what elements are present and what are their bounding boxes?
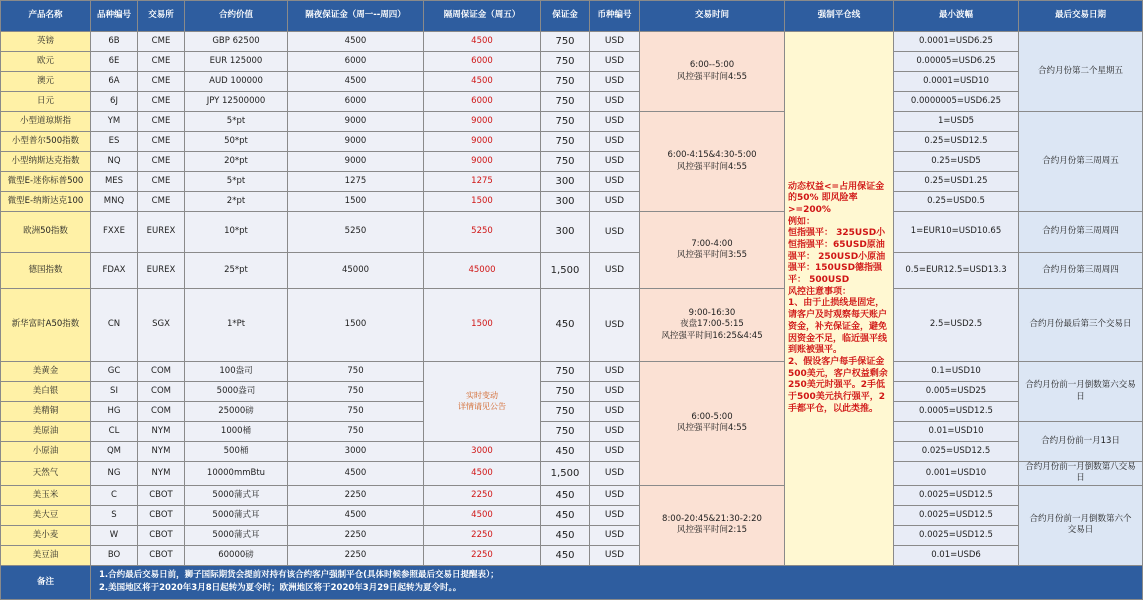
contract-value: 5*pt	[185, 172, 288, 192]
contract-value: 1000桶	[185, 422, 288, 442]
exchange: CME	[138, 152, 185, 172]
header-row	[1, 1, 1143, 32]
weekend-margin: 3000	[424, 442, 541, 462]
exchange: EUREX	[138, 212, 185, 253]
exchange: EUREX	[138, 253, 185, 289]
min-tick: 0.25=USD1.25	[894, 172, 1019, 192]
overnight-margin: 1500	[288, 192, 424, 212]
margin: 300	[541, 192, 590, 212]
margin: 1,500	[541, 253, 590, 289]
min-tick: 0.0025=USD12.5	[894, 505, 1019, 525]
min-tick: 0.0025=USD12.5	[894, 525, 1019, 545]
weekend-margin: 1500	[424, 192, 541, 212]
footer-note: 2.美国地区将于2020年3月8日起转为夏令时；欧洲地区将于2020年3月29日起转为夏令时。。	[99, 583, 462, 594]
col-header-margin: 保证金	[541, 1, 590, 32]
margin: 450	[541, 289, 590, 362]
weekend-margin: 6000	[424, 92, 541, 112]
table-row	[1, 32, 1143, 52]
last-trade-date: 合约月份最后第三个交易日	[1019, 289, 1143, 362]
min-tick: 0.25=USD12.5	[894, 132, 1019, 152]
currency: USD	[590, 442, 640, 462]
footer-label: 备注	[1, 565, 91, 599]
trading-time-sgx: 9:00-16:30 夜盘17:00-5:15 风控强平时间16:25&4:45	[640, 289, 785, 362]
product-name: 天然气	[1, 462, 91, 486]
min-tick: 0.0001=USD6.25	[894, 32, 1019, 52]
product-code: 6E	[91, 52, 138, 72]
product-code: BO	[91, 545, 138, 565]
exchange: CME	[138, 172, 185, 192]
contract-value: 10*pt	[185, 212, 288, 253]
margin: 450	[541, 485, 590, 505]
overnight-margin: 1275	[288, 172, 424, 192]
product-name: 欧洲50指数	[1, 212, 91, 253]
col-header-currency: 币种编号	[590, 1, 640, 32]
product-code: CN	[91, 289, 138, 362]
exchange: CME	[138, 32, 185, 52]
overnight-margin: 2250	[288, 485, 424, 505]
last-trade-date: 合约月份第三周周五	[1019, 112, 1143, 212]
margin: 750	[541, 32, 590, 52]
margin: 450	[541, 525, 590, 545]
contract-value: 60000磅	[185, 545, 288, 565]
currency: USD	[590, 485, 640, 505]
col-header-overnight-margin: 隔夜保证金（周一--周四）	[288, 1, 424, 32]
footer-row	[1, 565, 1143, 599]
weekend-margin: 4500	[424, 505, 541, 525]
table-row	[1, 152, 1143, 172]
product-name: 小型道琼斯指	[1, 112, 91, 132]
product-name: 英镑	[1, 32, 91, 52]
contract-value: 20*pt	[185, 152, 288, 172]
overnight-margin: 4500	[288, 72, 424, 92]
margin: 1,500	[541, 462, 590, 486]
min-tick: 0.25=USD5	[894, 152, 1019, 172]
currency: USD	[590, 525, 640, 545]
exchange: CBOT	[138, 505, 185, 525]
product-name: 美玉米	[1, 485, 91, 505]
trading-time-index: 6:00-4:15&4:30-5:00 风控强平时间4:55	[640, 112, 785, 212]
overnight-margin: 3000	[288, 442, 424, 462]
trading-time-fx: 6:00--5:00 风控强平时间4:55	[640, 32, 785, 112]
product-name: 微型E-纳斯达克100	[1, 192, 91, 212]
min-tick: 0.01=USD10	[894, 422, 1019, 442]
exchange: CME	[138, 72, 185, 92]
min-tick: 0.5=EUR12.5=USD13.3	[894, 253, 1019, 289]
currency: USD	[590, 132, 640, 152]
min-tick: 0.00005=USD6.25	[894, 52, 1019, 72]
table-row	[1, 192, 1143, 212]
currency: USD	[590, 362, 640, 382]
contract-value: 25000磅	[185, 402, 288, 422]
product-code: FXXE	[91, 212, 138, 253]
table-row	[1, 92, 1143, 112]
table-row	[1, 462, 1143, 486]
min-tick: 0.025=USD12.5	[894, 442, 1019, 462]
product-code: FDAX	[91, 253, 138, 289]
overnight-margin: 750	[288, 362, 424, 382]
table-row	[1, 253, 1143, 289]
product-code: GC	[91, 362, 138, 382]
exchange: CME	[138, 52, 185, 72]
product-code: MES	[91, 172, 138, 192]
margin: 750	[541, 112, 590, 132]
currency: USD	[590, 462, 640, 486]
currency: USD	[590, 402, 640, 422]
product-code: ES	[91, 132, 138, 152]
table-row	[1, 382, 1143, 402]
overnight-margin: 6000	[288, 92, 424, 112]
contract-value: 5000蒲式耳	[185, 505, 288, 525]
min-tick: 0.0025=USD12.5	[894, 485, 1019, 505]
overnight-margin: 750	[288, 382, 424, 402]
product-code: W	[91, 525, 138, 545]
exchange: COM	[138, 382, 185, 402]
contract-value: 50*pt	[185, 132, 288, 152]
min-tick: 0.1=USD10	[894, 362, 1019, 382]
overnight-margin: 2250	[288, 525, 424, 545]
table-row	[1, 172, 1143, 192]
margin: 750	[541, 132, 590, 152]
exchange: NYM	[138, 462, 185, 486]
margin: 750	[541, 422, 590, 442]
weekend-margin: 45000	[424, 253, 541, 289]
footer-notes	[91, 565, 1143, 599]
trading-time-grain: 8:00-20:45&21:30-2:20 风控强平时间2:15	[640, 485, 785, 565]
weekend-margin: 1275	[424, 172, 541, 192]
currency: USD	[590, 505, 640, 525]
currency: USD	[590, 545, 640, 565]
table-row	[1, 525, 1143, 545]
contract-value: 500桶	[185, 442, 288, 462]
exchange: CME	[138, 112, 185, 132]
margin: 750	[541, 52, 590, 72]
exchange: NYM	[138, 422, 185, 442]
weekend-margin-realtime-note: 实时变动 详情请见公告	[424, 362, 541, 442]
table-row	[1, 112, 1143, 132]
weekend-margin: 5250	[424, 212, 541, 253]
contract-value: 10000mmBtu	[185, 462, 288, 486]
min-tick: 0.0000005=USD6.25	[894, 92, 1019, 112]
overnight-margin: 45000	[288, 253, 424, 289]
overnight-margin: 5250	[288, 212, 424, 253]
currency: USD	[590, 32, 640, 52]
margin: 450	[541, 505, 590, 525]
exchange: CBOT	[138, 485, 185, 505]
product-name: 新华富时A50指数	[1, 289, 91, 362]
table-row	[1, 132, 1143, 152]
contract-value: 5000盎司	[185, 382, 288, 402]
product-name: 美原油	[1, 422, 91, 442]
overnight-margin: 750	[288, 402, 424, 422]
last-trade-date: 合约月份前一月13日	[1019, 422, 1143, 462]
contract-value: 5*pt	[185, 112, 288, 132]
exchange: CME	[138, 92, 185, 112]
product-code: NG	[91, 462, 138, 486]
product-name: 美大豆	[1, 505, 91, 525]
product-code: S	[91, 505, 138, 525]
contract-value: 2*pt	[185, 192, 288, 212]
exchange: COM	[138, 402, 185, 422]
weekend-margin: 2250	[424, 545, 541, 565]
min-tick: 0.0001=USD10	[894, 72, 1019, 92]
last-trade-date-grain: 合约月份前一月倒数第六个 交易日	[1019, 485, 1143, 565]
table-row	[1, 52, 1143, 72]
col-header-weekend-margin: 隔周保证金（周五）	[424, 1, 541, 32]
footer-note: 1.合约最后交易日前，狮子国际期货会提前对持有该合约客户强制平仓(具体时候参照最后交易日提醒表）；	[99, 569, 499, 580]
contract-value: AUD 100000	[185, 72, 288, 92]
col-header-trading-time: 交易时间	[640, 1, 785, 32]
product-name: 美白银	[1, 382, 91, 402]
overnight-margin: 4500	[288, 32, 424, 52]
weekend-margin: 2250	[424, 525, 541, 545]
min-tick: 0.001=USD10	[894, 462, 1019, 486]
col-header-exchange: 交易所	[138, 1, 185, 32]
col-header-code: 品种编号	[91, 1, 138, 32]
contract-value: 100盎司	[185, 362, 288, 382]
col-header-product-name: 产品名称	[1, 1, 91, 32]
last-trade-date: 合约月份第三周周四	[1019, 212, 1143, 253]
currency: USD	[590, 289, 640, 362]
product-code: YM	[91, 112, 138, 132]
margin: 300	[541, 172, 590, 192]
table-row	[1, 485, 1143, 505]
forced-liquidation-notes: 动态权益<=占用保证金 的50% 即风险率 >=200% 例如： 恒指强平： 325USD小 恒指强平：65USD原油 强平： 250USD小原油 强平：150USD德指强 平： 500USD 风控注意事项： 1、由于止损线是固定， 请客户及时观察每天账户 资金，补充保证金，避免 因资金不足，临近强平线 到账被强平。 2、假设客户每手保证金 500美元，客户权益剩余 250美元时强平。2手低 于500美元执行强平，2 手都平仓，以此类推。	[785, 32, 894, 566]
contract-value: 1*Pt	[185, 289, 288, 362]
min-tick: 2.5=USD2.5	[894, 289, 1019, 362]
currency: USD	[590, 192, 640, 212]
product-name: 美小麦	[1, 525, 91, 545]
last-trade-date: 合约月份第二个星期五	[1019, 32, 1143, 112]
min-tick: 0.0005=USD12.5	[894, 402, 1019, 422]
product-name: 日元	[1, 92, 91, 112]
currency: USD	[590, 52, 640, 72]
contract-value: 25*pt	[185, 253, 288, 289]
contract-value: 5000蒲式耳	[185, 525, 288, 545]
contract-value: GBP 62500	[185, 32, 288, 52]
table-row	[1, 289, 1143, 362]
weekend-margin: 4500	[424, 32, 541, 52]
product-code: C	[91, 485, 138, 505]
exchange: CBOT	[138, 525, 185, 545]
last-trade-date: 合约月份前一月倒数第六交易日	[1019, 362, 1143, 422]
product-name: 小型普尔500指数	[1, 132, 91, 152]
product-name: 微型E-迷你标普500	[1, 172, 91, 192]
product-name: 德国指数	[1, 253, 91, 289]
overnight-margin: 9000	[288, 112, 424, 132]
table-row	[1, 72, 1143, 92]
currency: USD	[590, 382, 640, 402]
product-name: 美豆油	[1, 545, 91, 565]
col-header-min-tick: 最小波幅	[894, 1, 1019, 32]
last-trade-date: 合约月份前一月倒数第八交易日	[1019, 462, 1143, 486]
product-name: 美精铜	[1, 402, 91, 422]
product-name: 小原油	[1, 442, 91, 462]
overnight-margin: 2250	[288, 545, 424, 565]
currency: USD	[590, 72, 640, 92]
weekend-margin: 6000	[424, 52, 541, 72]
exchange: COM	[138, 362, 185, 382]
product-name: 欧元	[1, 52, 91, 72]
weekend-margin: 9000	[424, 132, 541, 152]
overnight-margin: 9000	[288, 132, 424, 152]
exchange: CME	[138, 132, 185, 152]
exchange: NYM	[138, 442, 185, 462]
product-code: 6A	[91, 72, 138, 92]
weekend-margin: 9000	[424, 112, 541, 132]
min-tick: 1=EUR10=USD10.65	[894, 212, 1019, 253]
table-row	[1, 505, 1143, 525]
contract-value: 5000蒲式耳	[185, 485, 288, 505]
product-name: 澳元	[1, 72, 91, 92]
product-name: 美黄金	[1, 362, 91, 382]
col-header-last-trade-date: 最后交易日期	[1019, 1, 1143, 32]
exchange: CBOT	[138, 545, 185, 565]
table-row	[1, 362, 1143, 382]
currency: USD	[590, 172, 640, 192]
min-tick: 1=USD5	[894, 112, 1019, 132]
product-code: 6B	[91, 32, 138, 52]
trading-time-energy: 6:00-5:00 风控强平时间4:55	[640, 362, 785, 486]
overnight-margin: 1500	[288, 289, 424, 362]
product-code: 6J	[91, 92, 138, 112]
trading-time-eurex: 7:00-4:00 风控强平时间3:55	[640, 212, 785, 289]
table-row	[1, 402, 1143, 422]
exchange: CME	[138, 192, 185, 212]
margin: 750	[541, 402, 590, 422]
last-trade-date: 合约月份第三周周四	[1019, 253, 1143, 289]
weekend-margin: 9000	[424, 152, 541, 172]
product-code: MNQ	[91, 192, 138, 212]
currency: USD	[590, 112, 640, 132]
overnight-margin: 4500	[288, 505, 424, 525]
product-code: CL	[91, 422, 138, 442]
table-row	[1, 545, 1143, 565]
weekend-margin: 4500	[424, 462, 541, 486]
overnight-margin: 6000	[288, 52, 424, 72]
contract-value: JPY 12500000	[185, 92, 288, 112]
product-name: 小型纳斯达克指数	[1, 152, 91, 172]
currency: USD	[590, 152, 640, 172]
col-header-forced-liquidation: 强制平仓线	[785, 1, 894, 32]
product-code: NQ	[91, 152, 138, 172]
overnight-margin: 750	[288, 422, 424, 442]
margin: 750	[541, 362, 590, 382]
weekend-margin: 4500	[424, 72, 541, 92]
min-tick: 0.005=USD25	[894, 382, 1019, 402]
product-code: SI	[91, 382, 138, 402]
currency: USD	[590, 212, 640, 253]
min-tick: 0.01=USD6	[894, 545, 1019, 565]
currency: USD	[590, 92, 640, 112]
table-row	[1, 422, 1143, 442]
overnight-margin: 4500	[288, 462, 424, 486]
table-row	[1, 212, 1143, 253]
exchange: SGX	[138, 289, 185, 362]
margin: 450	[541, 442, 590, 462]
product-code: HG	[91, 402, 138, 422]
min-tick: 0.25=USD0.5	[894, 192, 1019, 212]
margin: 450	[541, 545, 590, 565]
margin: 750	[541, 382, 590, 402]
product-code: QM	[91, 442, 138, 462]
weekend-margin: 1500	[424, 289, 541, 362]
margin: 750	[541, 72, 590, 92]
overnight-margin: 9000	[288, 152, 424, 172]
margin: 750	[541, 92, 590, 112]
currency: USD	[590, 422, 640, 442]
margin: 300	[541, 212, 590, 253]
margin: 750	[541, 152, 590, 172]
contract-value: EUR 125000	[185, 52, 288, 72]
weekend-margin: 2250	[424, 485, 541, 505]
col-header-contract-value: 合约价值	[185, 1, 288, 32]
currency: USD	[590, 253, 640, 289]
table-row	[1, 442, 1143, 462]
